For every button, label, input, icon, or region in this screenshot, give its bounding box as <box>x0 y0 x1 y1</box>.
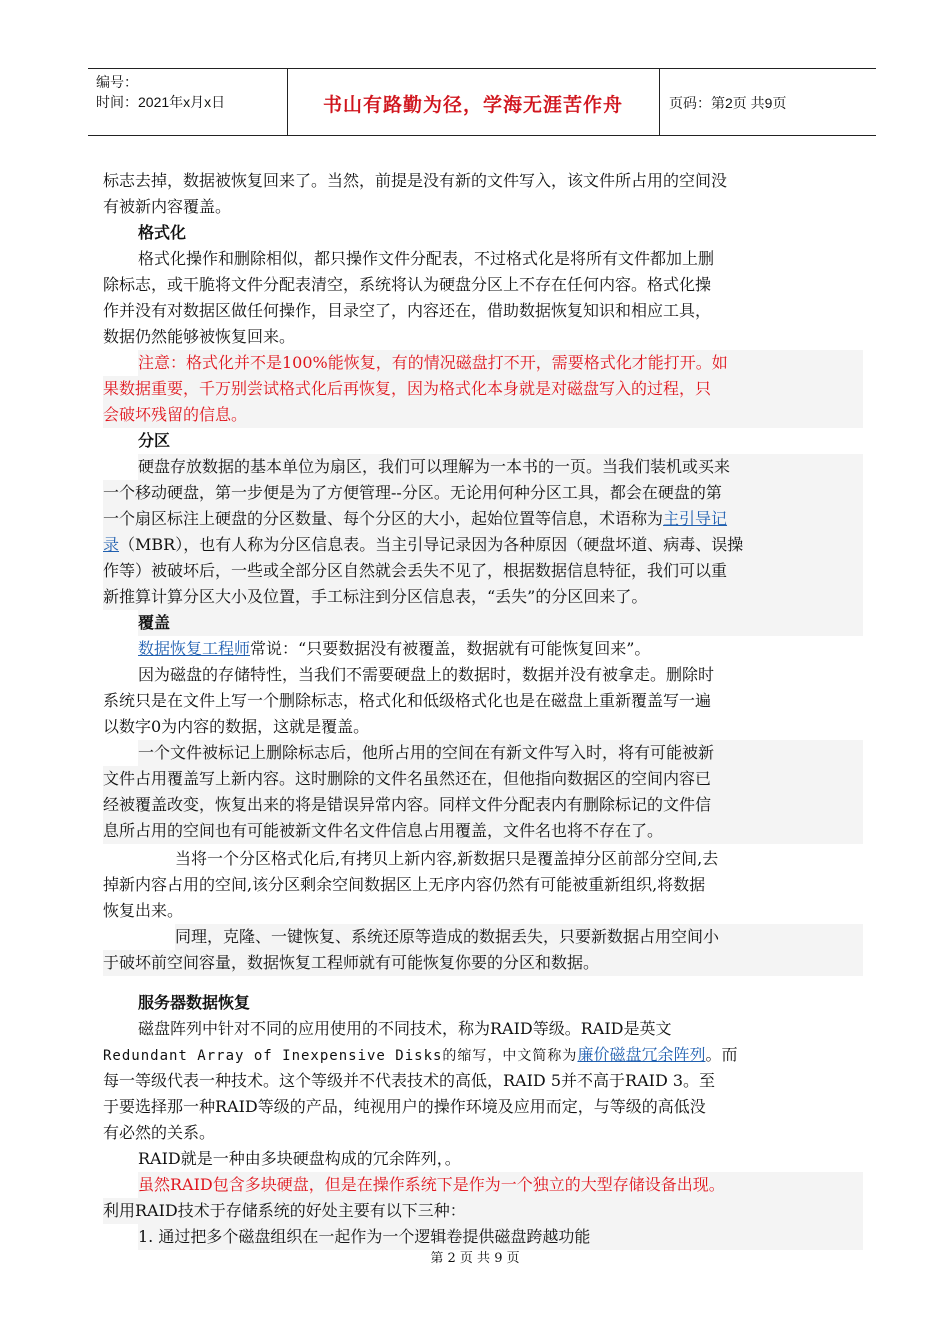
body-line: 经被覆盖改变，恢复出来的将是错误异常内容。同样文件分配表内有删除标记的文件信 <box>103 792 863 818</box>
header-page-cell <box>659 69 876 135</box>
body-line: 磁盘阵列中针对不同的应用使用的不同技术，称为RAID等级。RAID是英文 <box>138 1019 672 1038</box>
header-page-label: 页码：第2页 共9页 <box>669 95 787 111</box>
body-line: 系统只是在文件上写一个删除标志，格式化和低级格式化也是在磁盘上重新覆盖写一遍 <box>103 691 712 710</box>
heading-partition: 分区 <box>138 431 171 450</box>
header-number-label: 编号： <box>96 74 138 90</box>
body-text: （MBR），也有人称为分区信息表。当主引导记录因为各种原因（硬盘坏道、病毒、误操 <box>119 535 744 554</box>
body-line <box>103 506 863 532</box>
body-line <box>138 636 863 662</box>
body-line: 掉新内容占用的空间,该分区剩余空间数据区上无序内容仍然有可能被重新组织,将数据 <box>103 875 706 894</box>
body-line: 恢复出来。 <box>103 901 184 920</box>
body-line: 有被新内容覆盖。 <box>103 197 232 216</box>
body-line: 除标志，或干脆将文件分配表清空，系统将认为硬盘分区上不存在任何内容。格式化操 <box>103 275 712 294</box>
body-line: 作并没有对数据区做任何操作，目录空了，内容还在，借助数据恢复知识和相应工具， <box>103 301 712 320</box>
body-line: 标志去掉，数据被恢复回来了。当然，前提是没有新的文件写入，该文件所占用的空间没 <box>103 171 728 190</box>
body-text: 一个扇区标注上硬盘的分区数量、每个分区的大小，起始位置等信息，术语称为 <box>103 509 664 528</box>
raid-link[interactable]: 廉价磁盘冗余阵列 <box>577 1045 706 1064</box>
engineer-link[interactable]: 数据恢复工程师 <box>138 639 251 658</box>
body-line: RAID就是一种由多块硬盘构成的冗余阵列，。 <box>138 1149 461 1168</box>
note-line: 会破坏残留的信息。 <box>103 402 863 428</box>
heading-cover: 覆盖 <box>138 610 863 636</box>
body-line: 一个文件被标记上删除标志后，他所占用的空间在有新文件写入时，将有可能被新 <box>138 740 863 766</box>
body-line: 作等）被破坏后，一些或全部分区自然就会丢失不见了，根据数据信息特征，我们可以重 <box>103 558 863 584</box>
heading-format: 格式化 <box>138 223 187 242</box>
body-line: 于要选择那一种RAID等级的产品，纯视用户的操作环境及应用而定，与等级的高低没 <box>103 1097 706 1116</box>
body-line: 以数字0为内容的数据，这就是覆盖。 <box>103 717 370 736</box>
body-line: 一个移动硬盘，第一步便是为了方便管理--分区。无论用何种分区工具，都会在硬盘的第 <box>103 480 863 506</box>
body-line: 同理，克隆、一键恢复、系统还原等造成的数据丢失，只要新数据占用空间小 <box>175 924 863 950</box>
body-line <box>103 1042 863 1068</box>
body-text: 。而 <box>705 1045 738 1064</box>
body-line: 每一等级代表一种技术。这个等级并不代表技术的高低，RAID 5并不高于RAID 3。至 <box>103 1071 716 1090</box>
body-line: 文件占用覆盖写上新内容。这时删除的文件名虽然还在，但他指向数据区的空间内容已 <box>103 766 863 792</box>
body-text: Redundant Array of Inexpensive Disks的缩写，中文简称为 <box>103 1048 578 1064</box>
body-line: 新推算计算分区大小及位置，手工标注到分区信息表，“丢失”的分区回来了。 <box>103 584 863 610</box>
red-highlight-line: 虽然RAID包含多块硬盘，但是在操作系统下是作为一个独立的大型存储设备出现。 <box>138 1172 863 1198</box>
heading-server-recovery: 服务器数据恢复 <box>138 993 251 1012</box>
mbr-link-continued[interactable]: 录 <box>103 535 120 554</box>
page-footer: 第 2 页 共 9 页 <box>430 1251 520 1266</box>
note-line: 果数据重要，千万别尝试格式化后再恢复，因为格式化本身就是对磁盘写入的过程，只 <box>103 376 863 402</box>
header-date-label: 时间：2021年x月x日 <box>96 94 226 110</box>
mbr-link[interactable]: 主引导记 <box>663 509 728 528</box>
body-line: 有必然的关系。 <box>103 1123 216 1142</box>
body-line: 数据仍然能够被恢复回来。 <box>103 327 296 346</box>
page-header <box>88 68 876 136</box>
body-line: 利用RAID技术于存储系统的好处主要有以下三种： <box>103 1198 863 1224</box>
body-line: 格式化操作和删除相似，都只操作文件分配表，不过格式化是将所有文件都加上删 <box>138 249 715 268</box>
body-line <box>103 532 863 558</box>
header-motto: 书山有路勤为径，学海无涯苦作舟 <box>322 94 623 116</box>
note-line: 注意：格式化并不是100%能恢复，有的情况磁盘打不开，需要格式化才能打开。如 <box>138 350 863 376</box>
body-line: 1. 通过把多个磁盘组织在一起作为一个逻辑卷提供磁盘跨越功能 <box>138 1224 863 1250</box>
body-line: 当将一个分区格式化后,有拷贝上新内容,新数据只是覆盖掉分区前部分空间,去 <box>175 849 719 868</box>
header-motto-cell <box>287 69 660 135</box>
body-line: 硬盘存放数据的基本单位为扇区，我们可以理解为一本书的一页。当我们装机或买来 <box>138 454 863 480</box>
body-line: 于破坏前空间容量，数据恢复工程师就有可能恢复你要的分区和数据。 <box>103 950 863 976</box>
body-text: 常说：“只要数据没有被覆盖，数据就有可能恢复回来”。 <box>250 639 651 658</box>
body-line: 因为磁盘的存储特性，当我们不需要硬盘上的数据时，数据并没有被拿走。删除时 <box>138 665 715 684</box>
header-info-cell <box>88 69 288 135</box>
body-line: 息所占用的空间也有可能被新文件名文件信息占用覆盖，文件名也将不存在了。 <box>103 818 863 844</box>
